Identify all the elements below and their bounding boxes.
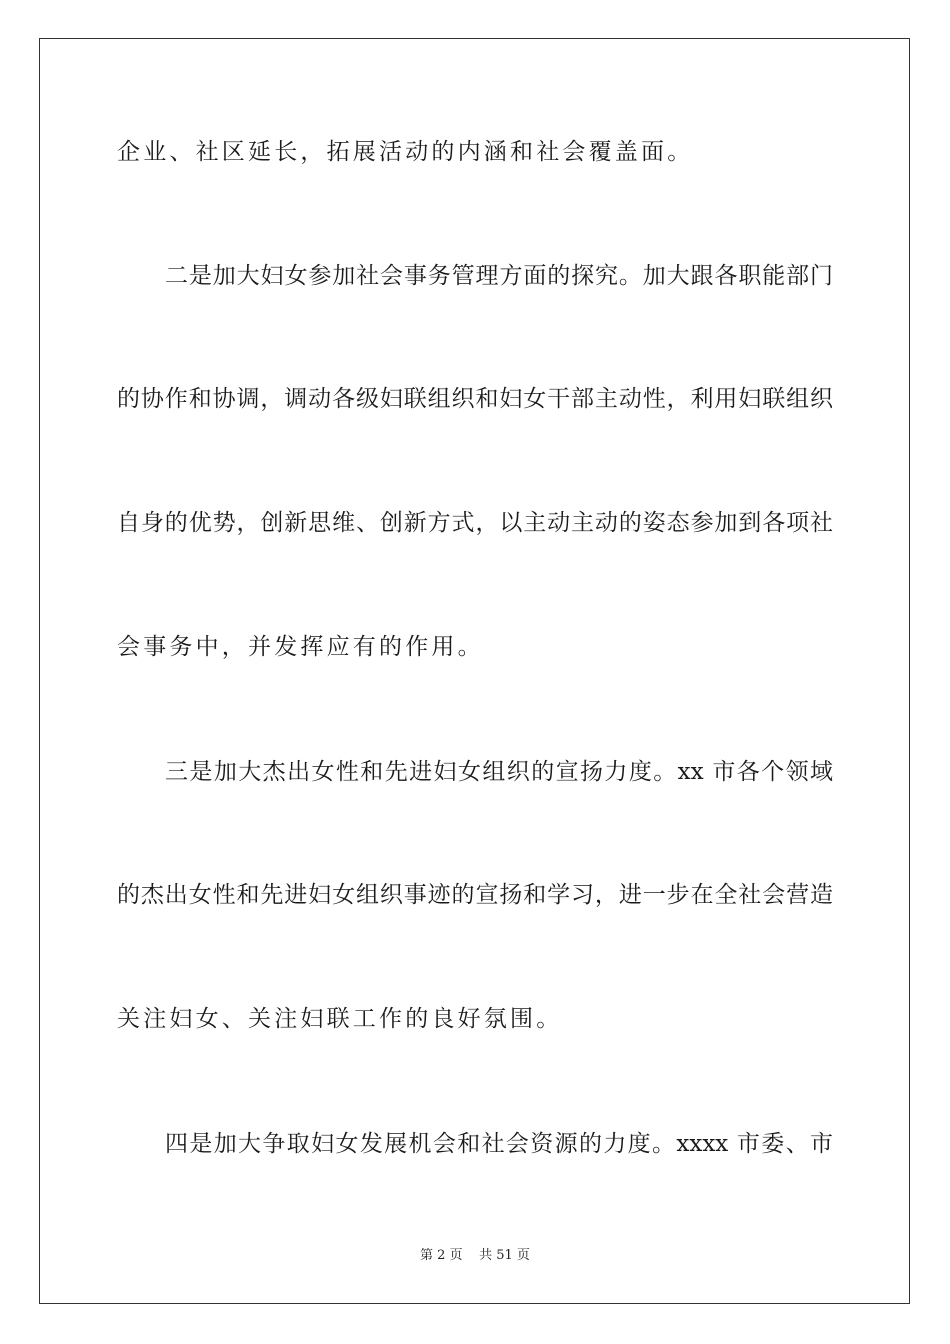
page-number: 第 2 页 [420, 1248, 463, 1263]
page-border [39, 38, 910, 1304]
paragraph-line: 二是加大妇女参加社会事务管理方面的探究。加大跟各职能部门 [165, 263, 833, 289]
paragraph-line: 的杰出女性和先进妇女组织事迹的宣扬和学习，进一步在全社会营造 [117, 882, 833, 908]
paragraph-line: 自身的优势，创新思维、创新方式，以主动主动的姿态参加到各项社 [117, 510, 833, 536]
paragraph-line: 三是加大杰出女性和先进妇女组织的宣扬力度。xx 市各个领域 [165, 759, 833, 785]
page-footer [0, 1247, 950, 1265]
page-total: 共 51 页 [479, 1248, 530, 1263]
paragraph-line: 企业、社区延长，拓展活动的内涵和社会覆盖面。 [117, 139, 694, 165]
paragraph-line: 的协作和协调，调动各级妇联组织和妇女干部主动性，利用妇联组织 [117, 386, 833, 412]
paragraph-line: 会事务中，并发挥应有的作用。 [117, 634, 484, 660]
paragraph-line: 关注妇女、关注妇联工作的良好氛围。 [117, 1006, 563, 1032]
paragraph-line: 四是加大争取妇女发展机会和社会资源的力度。xxxx 市委、市 [165, 1131, 833, 1157]
